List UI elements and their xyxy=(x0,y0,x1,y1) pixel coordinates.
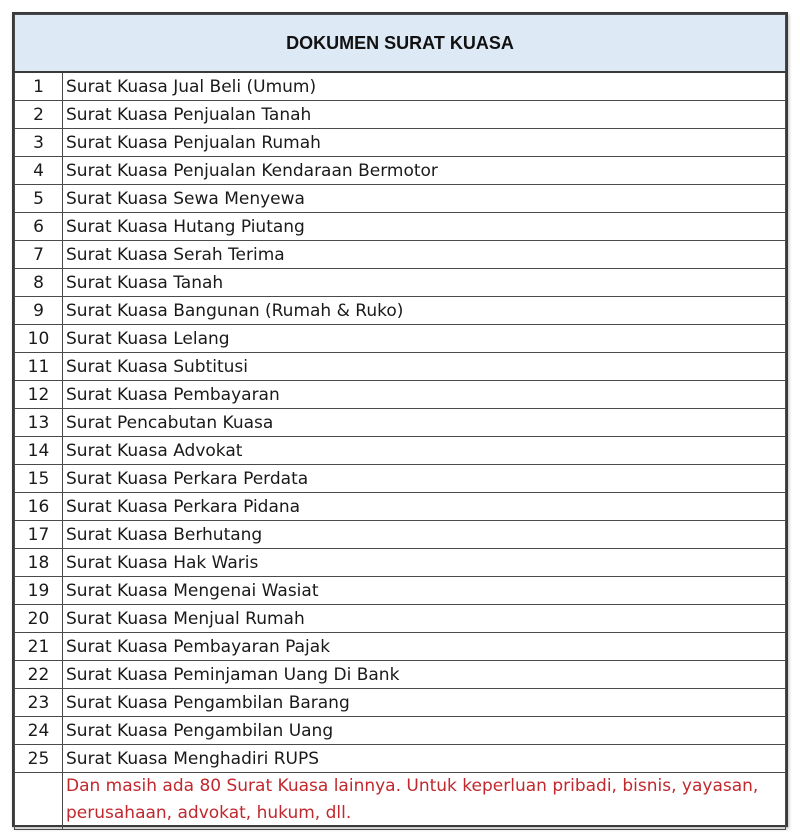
document-name: Surat Kuasa Tanah xyxy=(63,269,786,297)
document-name: Surat Kuasa Lelang xyxy=(63,325,786,353)
table-row xyxy=(15,577,786,605)
document-name: Surat Kuasa Hutang Piutang xyxy=(63,213,786,241)
document-name: Surat Kuasa Pengambilan Uang xyxy=(63,717,786,745)
row-number: 14 xyxy=(15,437,63,465)
document-name: Surat Kuasa Sewa Menyewa xyxy=(63,185,786,213)
table-body xyxy=(15,15,786,830)
table-row xyxy=(15,465,786,493)
row-number: 8 xyxy=(15,269,63,297)
document-name: Surat Kuasa Bangunan (Rumah & Ruko) xyxy=(63,297,786,325)
table-row xyxy=(15,297,786,325)
table-header-row xyxy=(15,15,786,73)
document-name: Surat Kuasa Mengenai Wasiat xyxy=(63,577,786,605)
row-number: 6 xyxy=(15,213,63,241)
table-row xyxy=(15,633,786,661)
document-name: Surat Kuasa Pengambilan Barang xyxy=(63,689,786,717)
row-number: 24 xyxy=(15,717,63,745)
row-number: 5 xyxy=(15,185,63,213)
row-number: 15 xyxy=(15,465,63,493)
document-name: Surat Kuasa Peminjaman Uang Di Bank xyxy=(63,661,786,689)
table-row xyxy=(15,381,786,409)
row-number: 7 xyxy=(15,241,63,269)
document-name: Surat Kuasa Menghadiri RUPS xyxy=(63,745,786,773)
document-name: Surat Kuasa Penjualan Tanah xyxy=(63,101,786,129)
document-name: Surat Kuasa Perkara Perdata xyxy=(63,465,786,493)
row-number: 4 xyxy=(15,157,63,185)
document-name: Surat Kuasa Menjual Rumah xyxy=(63,605,786,633)
table-row xyxy=(15,325,786,353)
table-row xyxy=(15,269,786,297)
table-row xyxy=(15,493,786,521)
row-number: 2 xyxy=(15,101,63,129)
table-row xyxy=(15,241,786,269)
table-row xyxy=(15,157,786,185)
document-name: Surat Pencabutan Kuasa xyxy=(63,409,786,437)
table-row xyxy=(15,605,786,633)
row-number: 11 xyxy=(15,353,63,381)
table-row xyxy=(15,409,786,437)
document-name: Surat Kuasa Subtitusi xyxy=(63,353,786,381)
table-row xyxy=(15,353,786,381)
row-number: 18 xyxy=(15,549,63,577)
row-number: 22 xyxy=(15,661,63,689)
document-name: Surat Kuasa Hak Waris xyxy=(63,549,786,577)
row-number: 25 xyxy=(15,745,63,773)
table-row xyxy=(15,689,786,717)
table-row xyxy=(15,661,786,689)
document-name: Surat Kuasa Berhutang xyxy=(63,521,786,549)
row-number: 9 xyxy=(15,297,63,325)
table-row xyxy=(15,717,786,745)
document-table-container xyxy=(12,12,788,827)
table-row xyxy=(15,549,786,577)
note-number-cell xyxy=(15,773,63,830)
document-name: Surat Kuasa Pembayaran xyxy=(63,381,786,409)
document-name: Surat Kuasa Serah Terima xyxy=(63,241,786,269)
table-title: DOKUMEN SURAT KUASA xyxy=(15,15,786,73)
document-name: Surat Kuasa Perkara Pidana xyxy=(63,493,786,521)
table-row xyxy=(15,101,786,129)
table-row xyxy=(15,185,786,213)
row-number: 21 xyxy=(15,633,63,661)
document-name: Surat Kuasa Jual Beli (Umum) xyxy=(63,72,786,101)
table-row xyxy=(15,521,786,549)
table-row xyxy=(15,213,786,241)
table-row xyxy=(15,745,786,773)
row-number: 20 xyxy=(15,605,63,633)
row-number: 3 xyxy=(15,129,63,157)
row-number: 1 xyxy=(15,72,63,101)
document-name: Surat Kuasa Advokat xyxy=(63,437,786,465)
surat-kuasa-table xyxy=(14,14,786,830)
document-name: Surat Kuasa Pembayaran Pajak xyxy=(63,633,786,661)
table-row xyxy=(15,72,786,101)
row-number: 12 xyxy=(15,381,63,409)
document-name: Surat Kuasa Penjualan Rumah xyxy=(63,129,786,157)
row-number: 10 xyxy=(15,325,63,353)
table-row xyxy=(15,437,786,465)
document-name: Surat Kuasa Penjualan Kendaraan Bermotor xyxy=(63,157,786,185)
row-number: 16 xyxy=(15,493,63,521)
table-row xyxy=(15,129,786,157)
row-number: 19 xyxy=(15,577,63,605)
row-number: 23 xyxy=(15,689,63,717)
note-text: Dan masih ada 80 Surat Kuasa lainnya. Untuk keperluan pribadi, bisnis, yayasan, perusahaan, advokat, hukum, dll. xyxy=(63,773,786,830)
row-number: 17 xyxy=(15,521,63,549)
note-row xyxy=(15,773,786,830)
row-number: 13 xyxy=(15,409,63,437)
